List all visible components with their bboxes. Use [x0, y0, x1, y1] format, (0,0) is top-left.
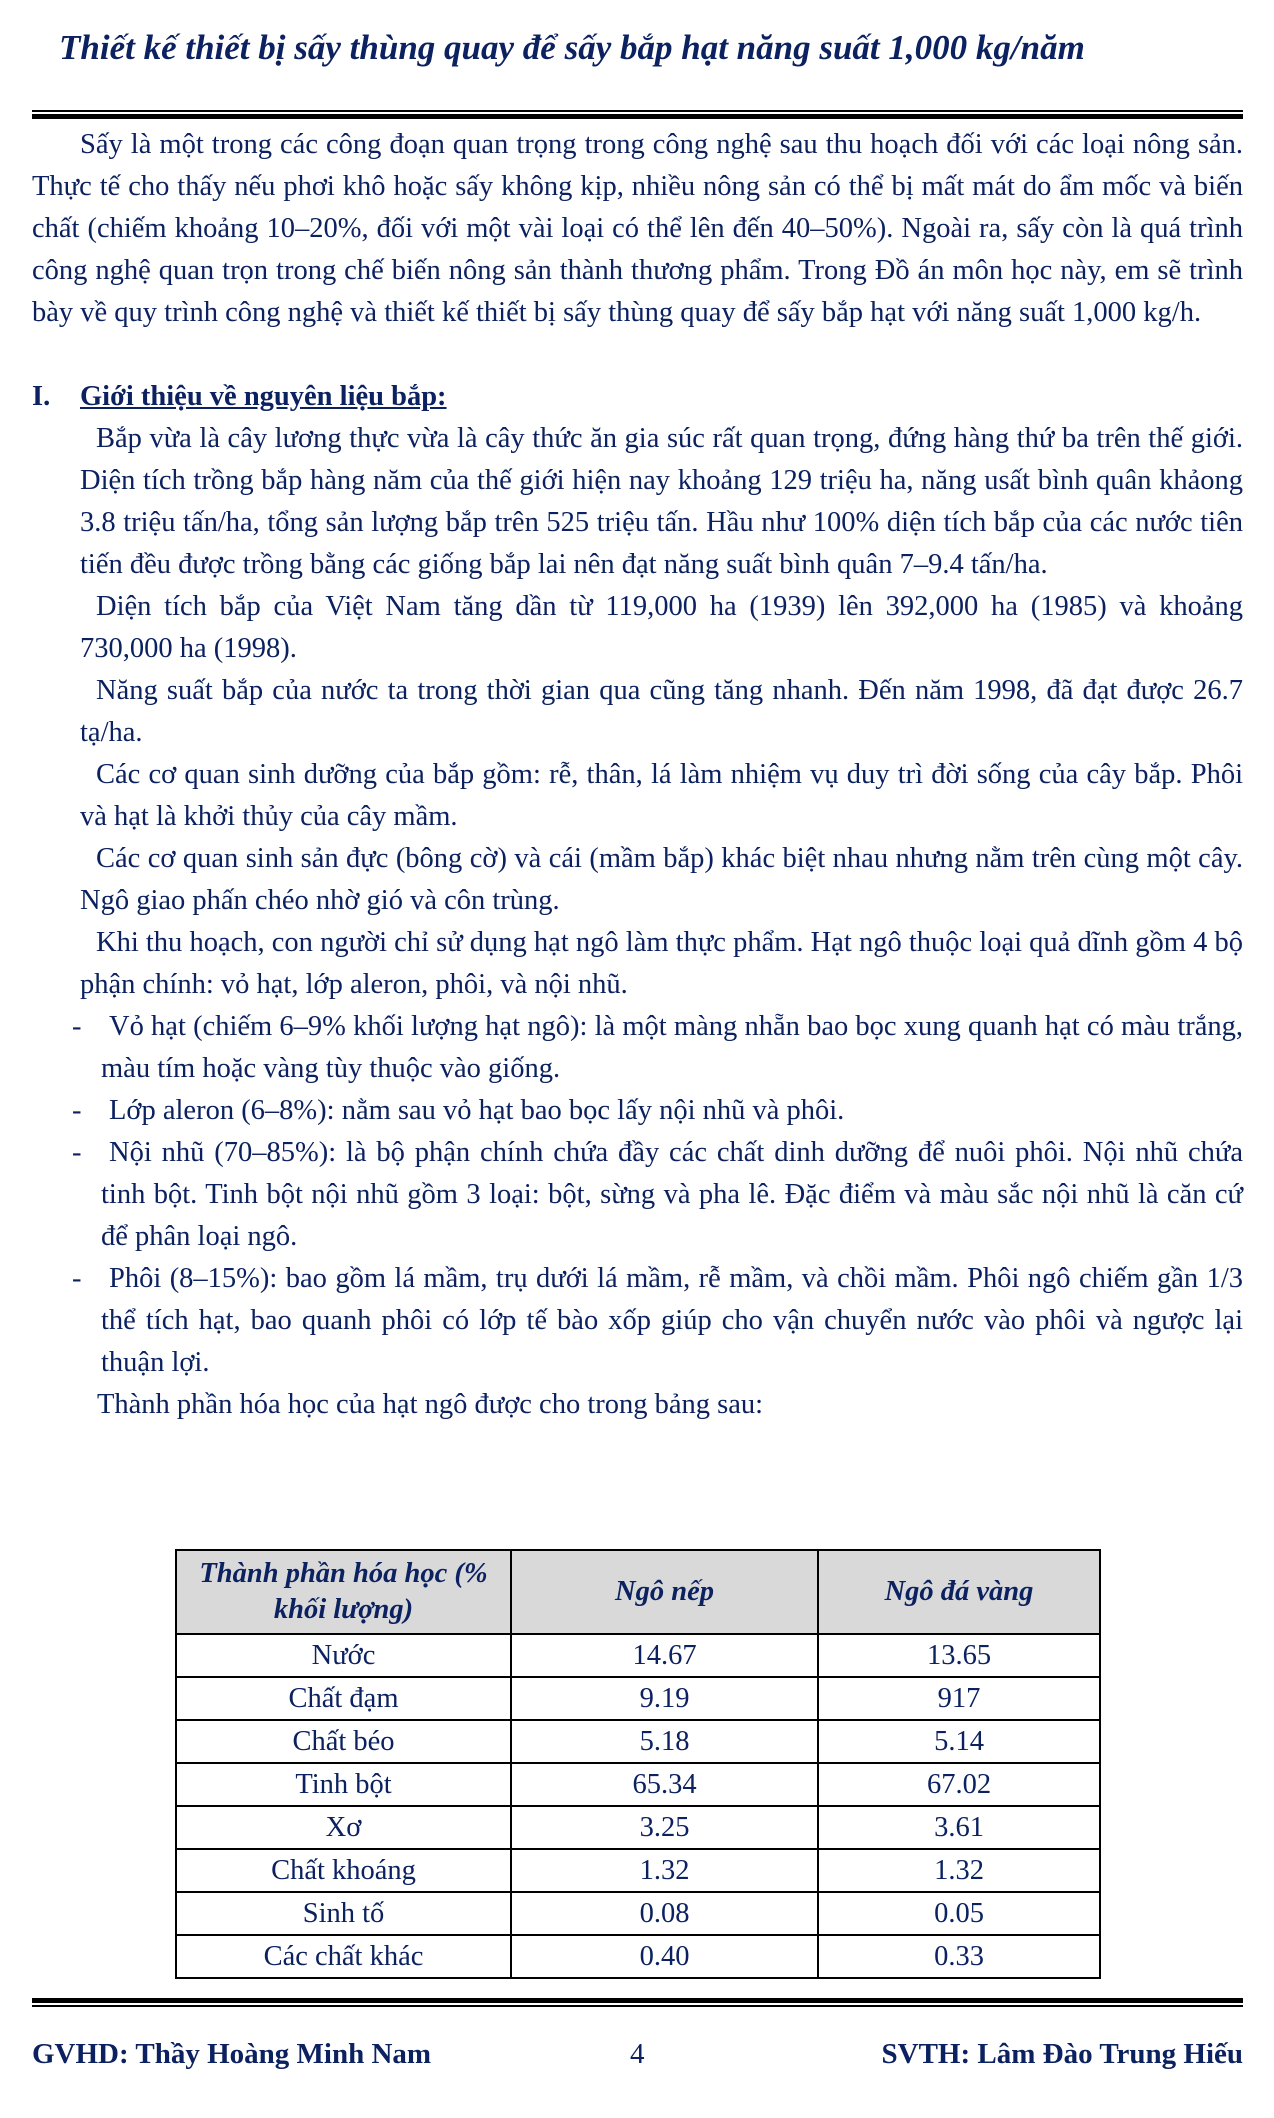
table-cell: 5.14 — [818, 1720, 1100, 1763]
bullet-text: Nội nhũ (70–85%): là bộ phận chính chứa đầy các chất dinh dưỡng để nuôi phôi. Nội nhũ chứa tinh bột. Tinh bột nội nhũ gồm 3 loại: bột, sừng và pha lê. Đặc điểm và màu sắc nội nhũ là căn cứ để phân loại ngô. — [101, 1137, 1243, 1252]
table-cell: 917 — [818, 1677, 1100, 1720]
paragraph: Năng suất bắp của nước ta trong thời gian qua cũng tăng nhanh. Đến năm 1998, đã đạt được 26.7 tạ/ha. — [80, 675, 1243, 748]
bullet-text: Vỏ hạt (chiếm 6–9% khối lượng hạt ngô): là một màng nhẵn bao bọc xung quanh hạt có màu trắng, màu tím hoặc vàng tùy thuộc vào giống. — [101, 1011, 1243, 1084]
document-body — [32, 124, 1243, 1426]
table-header-row — [176, 1550, 1100, 1634]
table-cell: 1.32 — [818, 1849, 1100, 1892]
paragraph: Bắp vừa là cây lương thực vừa là cây thức ăn gia súc rất quan trọng, đứng hàng thứ ba trên thế giới. Diện tích trồng bắp hàng năm của thế giới hiện nay khoảng 129 triệu ha, năng usất bình quân khảong 3.8 triệu tấn/ha, tổng sản lượng bắp trên 525 triệu tấn. Hầu như 100% diện tích bắp của các nước tiên tiến đều được trồng bằng các giống bắp lai nên đạt năng suất bình quân 7–9.4 tấn/ha. — [80, 423, 1243, 580]
table-row — [176, 1892, 1100, 1935]
table-cell: Chất khoáng — [176, 1849, 511, 1892]
bullet-item — [32, 1006, 1243, 1090]
header-rule-thin — [32, 110, 1243, 112]
bullet-dash: - — [72, 1263, 82, 1294]
paragraph: Diện tích bắp của Việt Nam tăng dần từ 119,000 ha (1939) lên 392,000 ha (1985) và khoảng 730,000 ha (1998). — [80, 591, 1243, 664]
table-cell: Sinh tố — [176, 1892, 511, 1935]
section-heading — [32, 376, 1243, 418]
table-row — [176, 1849, 1100, 1892]
bullet-text: Phôi (8–15%): bao gồm lá mầm, trụ dưới lá mầm, rễ mầm, và chồi mầm. Phôi ngô chiếm gần 1/3 thể tích hạt, bao quanh phôi có lớp tế bào xốp giúp cho vận chuyển nước vào phôi và ngược lại thuận lợi. — [101, 1263, 1243, 1378]
paragraph: Các cơ quan sinh sản đực (bông cờ) và cái (mầm bắp) khác biệt nhau nhưng nằm trên cùng một cây. Ngô giao phấn chéo nhờ gió và côn trùng. — [80, 843, 1243, 916]
bullet-item — [32, 1132, 1243, 1258]
bullet-dash: - — [72, 1095, 82, 1126]
table-cell: Tinh bột — [176, 1763, 511, 1806]
table-row — [176, 1720, 1100, 1763]
table-row — [176, 1634, 1100, 1677]
header-cell: Ngô đá vàng — [818, 1550, 1100, 1634]
header-rule-thick — [32, 114, 1243, 119]
table-cell: 9.19 — [511, 1677, 818, 1720]
composition-table — [175, 1549, 1101, 1979]
table-cell: 67.02 — [818, 1763, 1100, 1806]
table-cell: Chất đạm — [176, 1677, 511, 1720]
table-cell: Nước — [176, 1634, 511, 1677]
footer-rule-thick — [32, 1998, 1243, 2003]
table-cell: 3.25 — [511, 1806, 818, 1849]
table-cell: 0.33 — [818, 1935, 1100, 1978]
table-cell: 65.34 — [511, 1763, 818, 1806]
table-cell: Xơ — [176, 1806, 511, 1849]
table-intro: Thành phần hóa học của hạt ngô được cho trong bảng sau: — [97, 1389, 764, 1420]
intro-paragraph: Sấy là một trong các công đoạn quan trọng trong công nghệ sau thu hoạch đối với các loại nông sản. Thực tế cho thấy nếu phơi khô hoặc sấy không kịp, nhiều nông sản có thể bị mất mát do ẩm mốc và biến chất (chiếm khoảng 10–20%, đối với một vài loại có thể lên đến 40–50%). Ngoài ra, sấy còn là quá trình công nghệ quan trọn trong chế biến nông sản thành thương phẩm. Trong Đồ án môn học này, em sẽ trình bày về quy trình công nghệ và thiết kế thiết bị sấy thùng quay để sấy bắp hạt với năng suất 1,000 kg/h. — [32, 129, 1243, 328]
table-cell: 0.40 — [511, 1935, 818, 1978]
bullet-dash: - — [72, 1011, 82, 1042]
document-title: Thiết kế thiết bị sấy thùng quay để sấy bắp hạt năng suất 1,000 kg/năm — [59, 28, 1085, 67]
bullet-item — [32, 1258, 1243, 1384]
table-row — [176, 1935, 1100, 1978]
bullet-text: Lớp aleron (6–8%): nằm sau vỏ hạt bao bọc lấy nội nhũ và phôi. — [109, 1095, 845, 1126]
footer-rule-thin — [32, 2005, 1243, 2007]
table-cell: 3.61 — [818, 1806, 1100, 1849]
table-row — [176, 1763, 1100, 1806]
header-cell: Ngô nếp — [511, 1550, 818, 1634]
table-cell: 13.65 — [818, 1634, 1100, 1677]
section-title: Giới thiệu về nguyên liệu bắp: — [80, 381, 447, 412]
table-cell: 5.18 — [511, 1720, 818, 1763]
table-row — [176, 1806, 1100, 1849]
section-content — [32, 418, 1243, 1006]
table-cell: 14.67 — [511, 1634, 818, 1677]
table-cell: 0.08 — [511, 1892, 818, 1935]
footer-supervisor: GVHD: Thầy Hoàng Minh Nam — [32, 2038, 432, 2070]
table-cell: 1.32 — [511, 1849, 818, 1892]
table-cell: Chất béo — [176, 1720, 511, 1763]
bullet-item — [32, 1090, 1243, 1132]
bullet-dash: - — [72, 1137, 82, 1168]
header-cell: Thành phần hóa học (% khối lượng) — [176, 1550, 511, 1634]
section-number: I. — [32, 381, 51, 412]
paragraph: Các cơ quan sinh dưỡng của bắp gồm: rễ, thân, lá làm nhiệm vụ duy trì đời sống của cây bắp. Phôi và hạt là khởi thủy của cây mầm. — [80, 759, 1243, 832]
paragraph: Khi thu hoạch, con người chỉ sử dụng hạt ngô làm thực phẩm. Hạt ngô thuộc loại quả dĩnh gồm 4 bộ phận chính: vỏ hạt, lớp aleron, phôi, và nội nhũ. — [80, 927, 1243, 1000]
table-cell: 0.05 — [818, 1892, 1100, 1935]
page-number: 4 — [630, 2038, 645, 2070]
table-cell: Các chất khác — [176, 1935, 511, 1978]
footer-student: SVTH: Lâm Đào Trung Hiếu — [881, 2038, 1243, 2070]
table-row — [176, 1677, 1100, 1720]
